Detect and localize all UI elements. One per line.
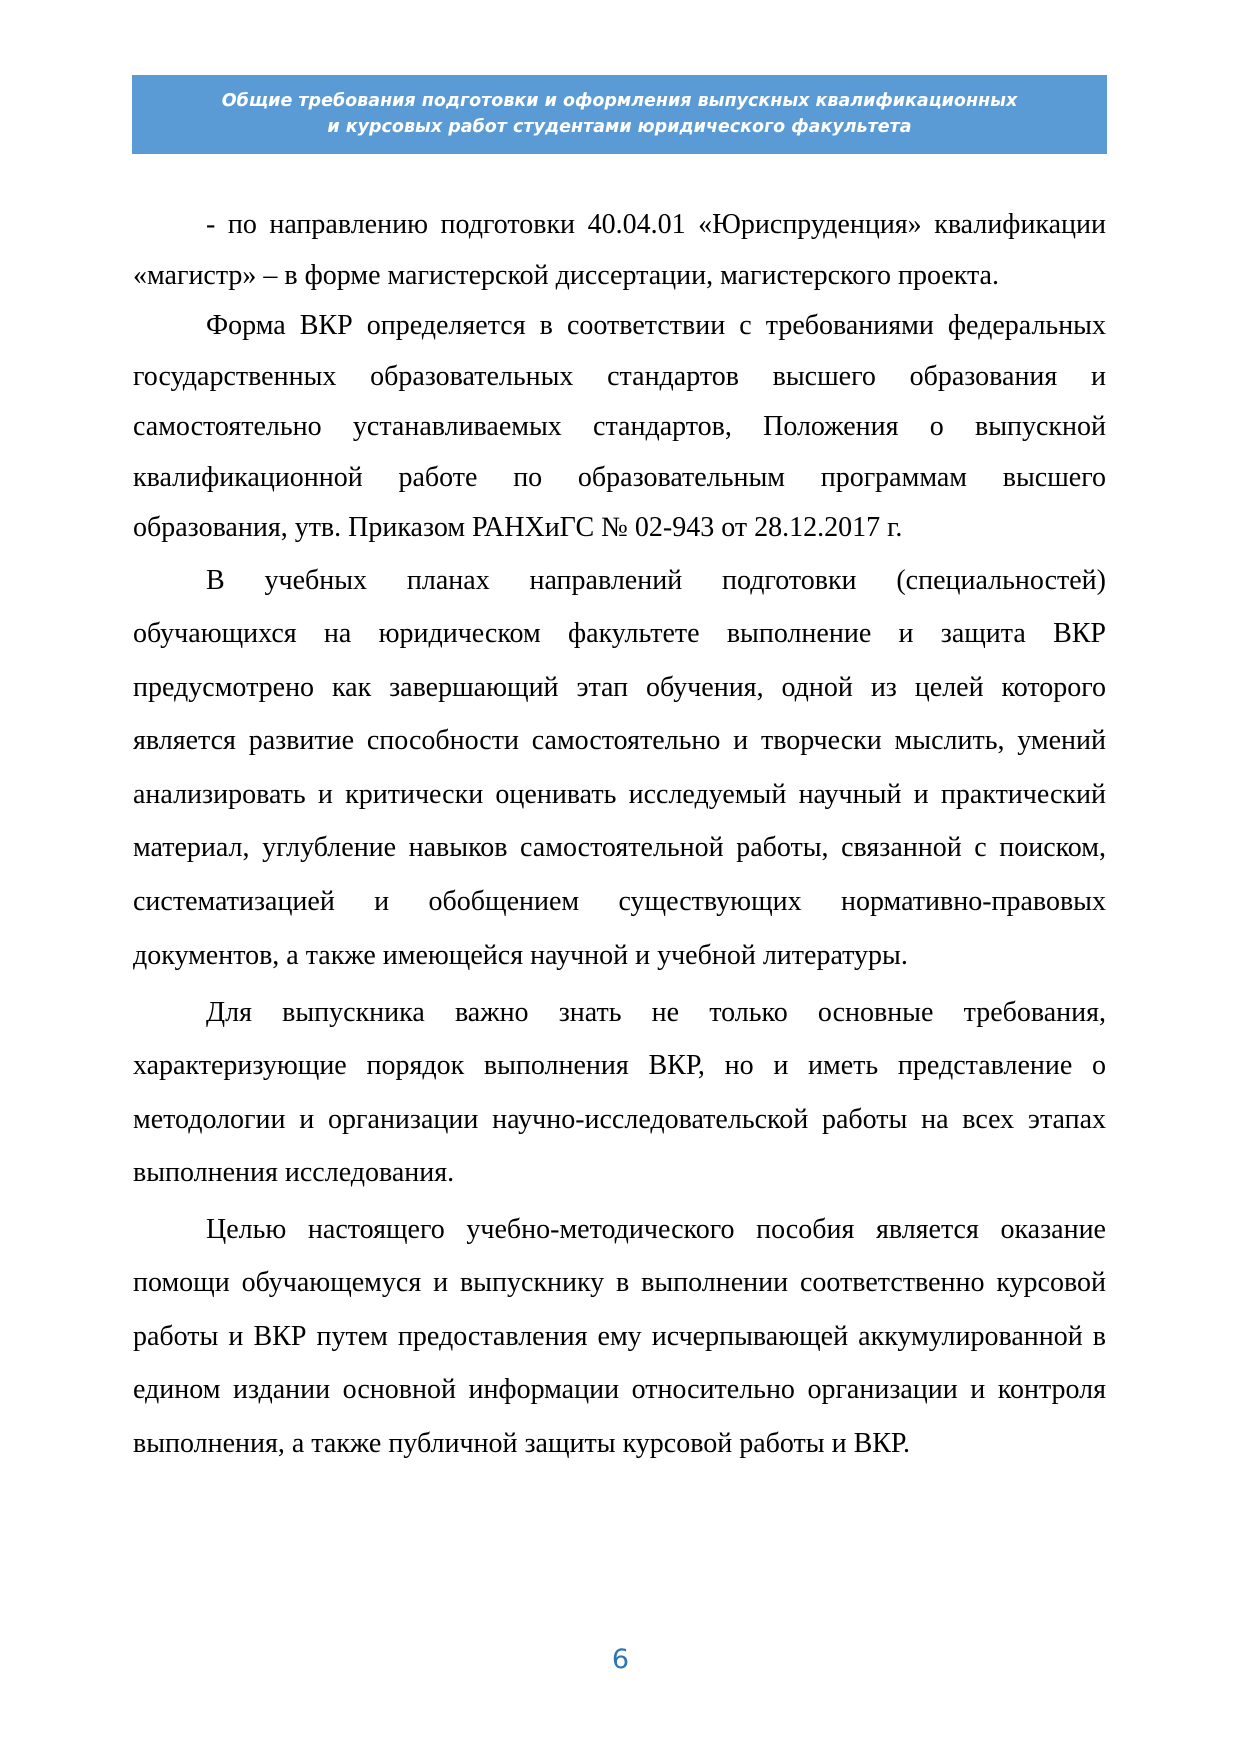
paragraph-curriculum: В учебных планах направлений подготовки (специальностей) обучающихся на юридическом факультете выполнение и защита ВКР предусмотрено как завершающий этап обучения, одной из целей которого является развитие способности самостоятельно и творчески мыслить, умений анализировать и критически оценивать исследуемый научный и практический материал, углубление навыков самостоятельной работы, связанной с поиском, систематизацией и обобщением существующих нормативно-правовых документов, а также имеющейся научной и учебной литературы.: [133, 564, 1106, 971]
document-body: [133, 200, 1106, 1470]
page-number: 6: [611, 1644, 630, 1675]
running-header: [132, 75, 1107, 154]
paragraph-manual-purpose: Целью настоящего учебно-методического пособия является оказание помощи обучающемуся и выпускнику в выполнении соответственно курсовой работы и ВКР путем предоставления ему исчерпывающей аккумулированной в едином издании основной информации относительно организации и контроля выполнения, а также публичной защиты курсовой работы и ВКР.: [133, 1214, 1106, 1459]
paragraph-vkr-form: Форма ВКР определяется в соответствии с требованиями федеральных государственных образовательных стандартов высшего образования и самостоятельно устанавливаемых стандартов, Положения о выпускной квалификационной работе по образовательным программам высшего образования, утв. Приказом РАНХиГС № 02-943 от 28.12.2017 г.: [133, 310, 1106, 543]
paragraph-magistr: - по направлению подготовки 40.04.01 «Юриспруденция» квалификации «магистр» – в форме магистерской диссертации, магистерского проекта.: [133, 209, 1106, 291]
running-header-line-2: и курсовых работ студентами юридического факультета: [327, 116, 912, 137]
running-header-line-1: Общие требования подготовки и оформления выпускных квалификационных: [221, 90, 1018, 111]
paragraph-graduate-requirements: Для выпускника важно знать не только основные требования, характеризующие порядок выполнения ВКР, но и иметь представление о методологии и организации научно-исследовательской работы на всех этапах выполнения исследования.: [133, 997, 1106, 1188]
